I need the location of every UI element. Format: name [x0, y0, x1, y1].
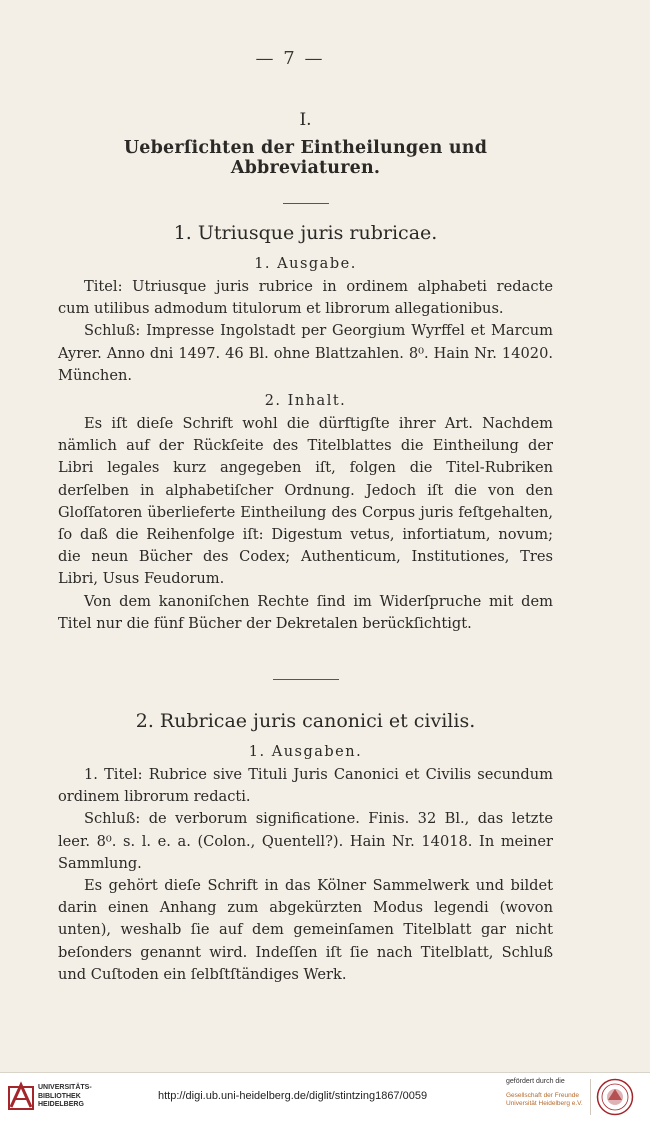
section-2-title: 2. Rubricae juris canonici et civilis.: [135, 710, 476, 733]
section-divider-rule: [273, 679, 339, 680]
supported-by-label: gefördert durch die: [506, 1078, 565, 1085]
university-seal-icon[interactable]: [596, 1078, 634, 1116]
footer-divider: [590, 1079, 591, 1115]
section-2-subtitle-ausgaben: 1. Ausgaben.: [248, 744, 363, 761]
page-number: — 7 —: [255, 48, 325, 69]
chapter-title: Ueberſichten der Eintheilungen und Abbreviaturen.: [123, 138, 488, 178]
society-name[interactable]: [506, 1092, 586, 1108]
society-name-line-1: Gesellschaft der Freunde: [506, 1092, 579, 1099]
section-1-subtitle-ausgabe: 1. Ausgabe.: [254, 256, 357, 272]
section-1-inhalt-paragraph-1: Es iſt dieſe Schrift wohl die dürftigſte ihrer Art. Nachdem nämlich auf der Rückſeite des Titelblattes die Eintheilung der Libri legales kurz angegeben iſt, folgen die Titel-Rubriken derſelben in alphabetiſcher Ordnung. Jedoch iſt die von den Gloſſatoren überlieferte Eintheilung des Corpus juris feſtgehalten, ſo daß die Reihenfolge iſt: Digestum vetus, infortiatum, novum; die neun Bücher des Codex; Authenticum, Institutiones, Tres Libri, Usus Feudorum.: [58, 415, 553, 588]
section-1-subtitle-inhalt: 2. Inhalt.: [264, 393, 347, 410]
section-1-title: 1. Utriusque juris rubricae.: [173, 222, 438, 244]
university-library-logo-icon[interactable]: [8, 1081, 34, 1111]
permalink-url[interactable]: http://digi.ub.uni-heidelberg.de/diglit/stintzing1867/0059: [158, 1090, 428, 1102]
section-1: [58, 222, 553, 635]
library-name-line-3: HEIDELBERG: [38, 1101, 84, 1108]
chapter-number: I.: [299, 110, 312, 130]
section-2: [58, 710, 553, 986]
section-2-paragraph-3: Es gehört dieſe Schrift in das Kölner Sammelwerk und bildet darin einen Anhang zum abgekürzten Modus legendi (wovon unten), weshalb ſie auf dem gemeinſamen Titelblatt gar nicht beſonders genannt wird. Indeſſen iſt ſie nach Titelblatt, Schluß und Cuſtoden ein ſelbſtſtändiges Werk.: [58, 877, 553, 983]
divider-rule: [283, 203, 329, 204]
section-2-titel-paragraph: 1. Titel: Rubrice sive Tituli Juris Canonici et Civilis secundum ordinem librorum redacti.: [58, 766, 553, 806]
section-1-schluss-paragraph: Schluß: Impresse Ingolstadt per Georgium Wyrffel et Marcum Ayrer. Anno dni 1497. 46 Bl. ohne Blattzahlen. 8⁰. Hain Nr. 14020. München.: [58, 322, 553, 384]
section-2-schluss-paragraph: Schluß: de verborum significatione. Finis. 32 Bl., das letzte leer. 8⁰. s. l. e. a. (Colon., Quentell?). Hain Nr. 14018. In meiner Sammlung.: [58, 810, 553, 872]
society-name-line-2: Universität Heidelberg e.V.: [506, 1100, 583, 1107]
library-name-line-2: BIBLIOTHEK: [38, 1092, 81, 1100]
section-1-titel-paragraph: Titel: Utriusque juris rubrice in ordinem alphabeti redacte cum utilibus admodum titulorum et librorum allegationibus.: [58, 278, 553, 318]
library-name-line-1: UNIVERSITÄTS-: [38, 1084, 92, 1091]
library-name[interactable]: [38, 1084, 108, 1110]
viewer-footer: [0, 1072, 650, 1121]
page-content: [58, 110, 553, 986]
section-1-inhalt-paragraph-2: Von dem kanoniſchen Rechte ſind im Widerſpruche mit dem Titel nur die fünf Bücher der Dekretalen berückſichtigt.: [58, 592, 553, 632]
